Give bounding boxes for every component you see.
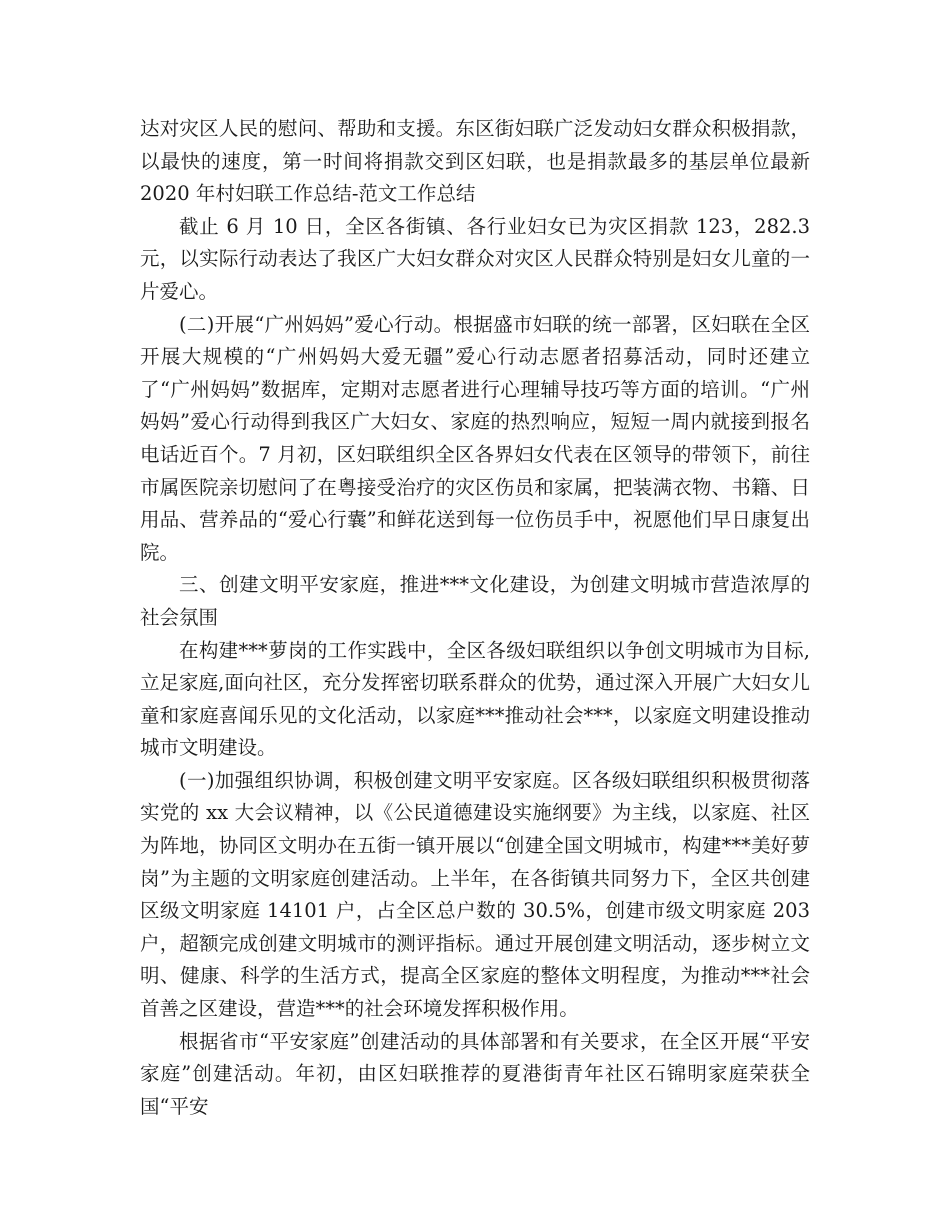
- paragraph-6: 根据省市“平安家庭”创建活动的具体部署和有关要求，在全区开展“平安家庭”创建活动。年初，由区妇联推荐的夏港街青年社区石锦明家庭荣获全国“平安: [140, 1029, 810, 1118]
- paragraph-4: 在构建***萝岗的工作实践中，全区各级妇联组织以争创文明城市为目标,立足家庭,面向社区，充分发挥密切联系群众的优势，通过深入开展广大妇女儿童和家庭喜闻乐见的文化活动，以家庭***推动社会***，以家庭文明建设推动城市文明建设。: [140, 638, 810, 760]
- paragraph-1: 达对灾区人民的慰问、帮助和支援。东区街妇联广泛发动妇女群众积极捐款，以最快的速度，第一时间将捐款交到区妇联，也是捐款最多的基层单位最新 2020 年村妇联工作总结-范文工作总结: [140, 117, 810, 206]
- paragraph-2: 截止 6 月 10 日，全区各街镇、各行业妇女已为灾区捐款 123，282.3 元，以实际行动表达了我区广大妇女群众对灾区人民群众特别是妇女儿童的一片爱心。: [140, 214, 810, 303]
- paragraph-3: (二)开展“广州妈妈”爱心行动。根据盛市妇联的统一部署，区妇联在全区开展大规模的“广州妈妈大爱无疆”爱心行动志愿者招募活动，同时还建立了“广州妈妈”数据库，定期对志愿者进行心理辅导技巧等方面的培训。“广州妈妈”爱心行动得到我区广大妇女、家庭的热烈响应，短短一周内就接到报名电话近百个。7 月初，区妇联组织全区各界妇女代表在区领导的带领下，前往市属医院亲切慰问了在粤接受治疗的灾区伤员和家属，把装满衣物、书籍、日用品、营养品的“爱心行囊”和鲜花送到每一位伤员手中，祝愿他们早日康复出院。: [140, 312, 810, 564]
- paragraph-5: (一)加强组织协调，积极创建文明平安家庭。区各级妇联组织积极贯彻落实党的 xx 大会议精神，以《公民道德建设实施纲要》为主线，以家庭、社区为阵地，协同区文明办在五街一镇开展以“创建全国文明城市，构建***美好萝岗”为主题的文明家庭创建活动。上半年，在各街镇共同努力下，全区共创建区级文明家庭 14101 户，占全区总户数的 30.5%，创建市级文明家庭 203 户，超额完成创建文明城市的测评指标。通过开展创建文明活动，逐步树立文明、健康、科学的生活方式，提高全区家庭的整体文明程度，为推动***社会首善之区建设，营造***的社会环境发挥积极作用。: [140, 768, 810, 1021]
- section-heading: 三、创建文明平安家庭，推进***文化建设，为创建文明城市营造浓厚的社会氛围: [140, 573, 810, 629]
- document-body: [140, 113, 810, 1123]
